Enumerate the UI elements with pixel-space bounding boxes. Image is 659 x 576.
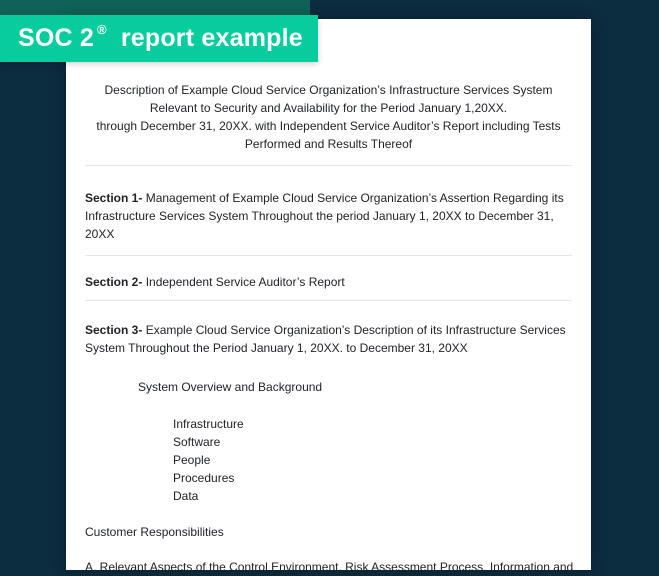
accent-top-strip — [0, 0, 310, 15]
list-item: Infrastructure — [173, 417, 244, 431]
section-divider — [85, 300, 572, 301]
document-title-line: Description of Example Cloud Service Organization’s Infrastructure Services System — [104, 83, 553, 97]
section-2-text: Independent Service Auditor’s Report — [142, 275, 345, 289]
control-environment-line: A. Relevant Aspects of the Control Environment, Risk Assessment Process, Information and — [85, 560, 574, 574]
section-3-text: Example Cloud Service Organization’s Description of its Infrastructure Services System Throughout the Period January 1, 20XX. to December 31, 20XX — [85, 323, 566, 355]
section-3-label: Section 3- — [85, 323, 143, 337]
banner-title-main: SOC 2 — [18, 24, 95, 52]
banner-title-suffix: report example — [120, 24, 303, 52]
section-1 — [85, 189, 572, 243]
list-item: Data — [173, 489, 199, 503]
section-divider — [85, 165, 572, 166]
section-3 — [85, 321, 572, 357]
system-components-list — [173, 415, 572, 505]
section-1-label: Section 1- — [85, 191, 143, 205]
section-1-text: Management of Example Cloud Service Organization’s Assertion Regarding its Infrastructure Services System Throughout the period January 1, 20XX to December 31, 20XX — [85, 191, 564, 241]
list-item: Procedures — [173, 471, 235, 485]
section-2 — [85, 273, 572, 291]
list-item: People — [173, 453, 211, 467]
section-divider — [85, 255, 572, 256]
document-title-line: through December 31, 20XX. with Independent Service Auditor’s Report including Tests — [96, 119, 561, 133]
system-overview-heading: System Overview and Background — [138, 380, 323, 394]
registered-trademark-mark: ® — [97, 22, 107, 37]
soc2-banner — [0, 15, 318, 62]
list-item: Software — [173, 435, 221, 449]
customer-responsibilities-heading: Customer Responsibilities — [85, 525, 224, 539]
section-2-label: Section 2- — [85, 275, 143, 289]
document-title-line: Relevant to Security and Availability for the Period January 1,20XX. — [149, 101, 508, 115]
document-page — [66, 19, 591, 574]
document-title — [85, 81, 572, 153]
document-title-line: Performed and Results Thereof — [244, 137, 413, 151]
